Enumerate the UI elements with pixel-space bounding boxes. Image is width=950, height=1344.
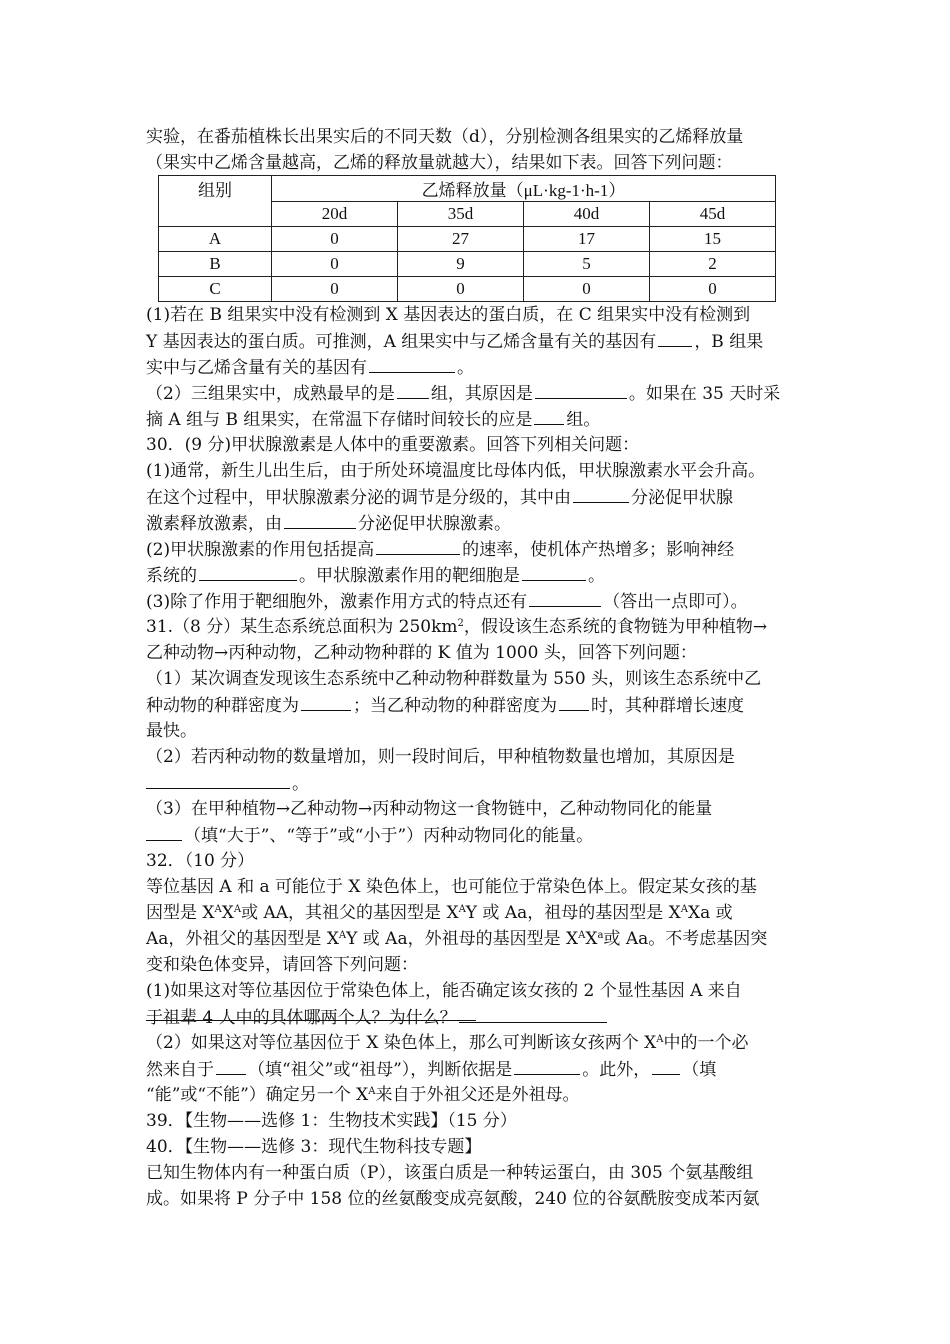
q31-p2-line-2: 。 bbox=[146, 770, 309, 796]
table-header-day: 45d bbox=[650, 202, 776, 227]
table-cell: 0 bbox=[524, 277, 650, 302]
q31-p3-line-1: （3）在甲种植物→乙种动物→丙种动物这一食物链中，乙种动物同化的能量 bbox=[146, 799, 713, 819]
answer-blank[interactable] bbox=[146, 770, 290, 789]
q40-title: 40．【生物——选修 3：现代生物科技专题】 bbox=[146, 1137, 482, 1157]
q32-p2-line-3: “能”或“不能”）确定另一个 $X^A$来自于外祖父还是外祖母。 bbox=[146, 1085, 580, 1105]
q32-p1-line-1: (1)如果这对等位基因位于常染色体上，能否确定该女孩的 2 个显性基因 A 来自 bbox=[146, 981, 742, 1001]
table-cell-group: C bbox=[159, 277, 272, 302]
q30-p2-line-2: 系统的 。甲状腺激素作用的靶细胞是 。 bbox=[146, 562, 605, 588]
q32-p2-line-2: 然来自于 （填“祖父”或“祖母”），判断依据是 。此外， （填 bbox=[146, 1056, 716, 1082]
q29-p1-line-1: (1)若在 B 组果实中没有检测到 X 基因表达的蛋白质，在 C 组果实中没有检测到 bbox=[146, 305, 751, 325]
q31-p1-line-3: 最快。 bbox=[146, 721, 197, 741]
q30-title: 30．(9 分)甲状腺激素是人体中的重要激素。回答下列相关问题： bbox=[146, 435, 640, 455]
answer-blank[interactable] bbox=[573, 484, 629, 503]
q32-line-3: Aa，外祖父的基因型是 $X^AY$ 或 Aa，外祖母的基因型是 $X^AX^a$或 Aa。不考虑基因突 bbox=[146, 929, 768, 949]
answer-blank[interactable] bbox=[459, 1004, 607, 1023]
q32-line-2: 因型是 $X^AX^A$或 AA，其祖父的基因型是 $X^AY$ 或 Aa，祖母的基因型是 $X^AXa$ 或 bbox=[146, 903, 733, 923]
table-header-value: 乙烯释放量（μL·kg-1·h-1） bbox=[272, 176, 776, 202]
answer-blank[interactable] bbox=[216, 1056, 246, 1075]
ethylene-table bbox=[158, 175, 776, 302]
answer-blank[interactable] bbox=[529, 588, 601, 607]
table-cell: 27 bbox=[398, 227, 524, 252]
q31-p1-line-2: 种动物的种群密度为 ；当乙种动物的种群密度为 时，其种群增长速度 bbox=[146, 692, 744, 718]
q30-p1-line-2: 在这个过程中，甲状腺激素分泌的调节是分级的，其中由 分泌促甲状腺 bbox=[146, 484, 733, 510]
answer-blank[interactable] bbox=[522, 562, 586, 581]
q30-p3: (3)除了作用于靶细胞外，激素作用方式的特点还有 （答出一点即可）。 bbox=[146, 588, 748, 614]
table-cell: 2 bbox=[650, 252, 776, 277]
table-row bbox=[159, 252, 776, 277]
answer-blank[interactable] bbox=[559, 692, 589, 711]
answer-blank[interactable] bbox=[199, 562, 297, 581]
table-cell: 0 bbox=[398, 277, 524, 302]
q31-title: 31.（8 分）某生态系统总面积为 $250km^2$，假设该生态系统的食物链为甲种植物→ bbox=[146, 617, 768, 637]
table-cell: 0 bbox=[272, 227, 398, 252]
table-cell-group: B bbox=[159, 252, 272, 277]
answer-line[interactable] bbox=[146, 1020, 476, 1021]
answer-blank[interactable] bbox=[376, 536, 460, 555]
answer-blank[interactable] bbox=[658, 328, 692, 347]
q29-p2-line-1: （2）三组果实中，成熟最早的是 组，其原因是 。如果在 35 天时采 bbox=[146, 380, 780, 406]
intro-line-1: 实验，在番茄植株长出果实后的不同天数（d），分别检测各组果实的乙烯释放量 bbox=[146, 127, 744, 147]
answer-blank[interactable] bbox=[369, 354, 455, 373]
table-row bbox=[159, 227, 776, 252]
answer-blank[interactable] bbox=[652, 1056, 680, 1075]
q31-p3-line-2: （填“大于”、“等于”或“小于”）丙种动物同化的能量。 bbox=[146, 822, 593, 848]
answer-blank[interactable] bbox=[397, 380, 429, 399]
answer-blank[interactable] bbox=[535, 380, 627, 399]
table-cell: 9 bbox=[398, 252, 524, 277]
answer-blank[interactable] bbox=[534, 406, 564, 425]
q32-p1-line-2: 于祖辈 4 人中的具体哪两个人？为什么？ bbox=[146, 1004, 609, 1030]
q31-title-line-2: 乙种动物→丙种动物，乙种动物种群的 K 值为 1000 头，回答下列问题： bbox=[146, 643, 697, 663]
q31-p2-line-1: （2）若丙种动物的数量增加，则一段时间后，甲种植物数量也增加，其原因是 bbox=[146, 747, 735, 767]
q30-p2-line-1: (2)甲状腺激素的作用包括提高 的速率，使机体产热增多；影响神经 bbox=[146, 536, 734, 562]
intro-line-2: （果实中乙烯含量越高，乙烯的释放量就越大），结果如下表。回答下列问题： bbox=[146, 153, 733, 173]
table-header-group: 组别 bbox=[159, 176, 272, 227]
q31-p1-line-1: （1）某次调查发现该生态系统中乙种动物种群数量为 550 头，则该生态系统中乙 bbox=[146, 669, 762, 689]
q32-line-1: 等位基因 A 和 a 可能位于 X 染色体上，也可能位于常染色体上。假定某女孩的基 bbox=[146, 877, 757, 897]
answer-blank[interactable] bbox=[284, 510, 356, 529]
answer-blank[interactable] bbox=[301, 692, 351, 711]
q32-title: 32．（10 分） bbox=[146, 851, 255, 871]
q29-p2-line-2: 摘 A 组与 B 组果实，在常温下存储时间较长的应是 组。 bbox=[146, 406, 600, 432]
q30-p1-line-3: 激素释放激素，由 分泌促甲状腺激素。 bbox=[146, 510, 511, 536]
q29-p1-line-3: 实中与乙烯含量有关的基因有 。 bbox=[146, 354, 474, 380]
table-cell: 0 bbox=[272, 252, 398, 277]
answer-blank[interactable] bbox=[146, 822, 182, 841]
table-header-day: 40d bbox=[524, 202, 650, 227]
table-header-day: 20d bbox=[272, 202, 398, 227]
table-cell: 0 bbox=[650, 277, 776, 302]
q40-line-2: 成。如果将 P 分子中 158 位的丝氨酸变成亮氨酸，240 位的谷氨酰胺变成苯丙氨 bbox=[146, 1189, 760, 1209]
q32-line-4: 变和染色体变异，请回答下列问题： bbox=[146, 955, 418, 975]
table-cell: 15 bbox=[650, 227, 776, 252]
q39-title: 39．【生物——选修 1：生物技术实践】（15 分） bbox=[146, 1111, 517, 1131]
q29-p1-line-2: Y 基因表达的蛋白质。可推测，A 组果实中与乙烯含量有关的基因有 ，B 组果 bbox=[146, 328, 763, 354]
table-cell-group: A bbox=[159, 227, 272, 252]
q32-p2-line-1: （2）如果这对等位基因位于 X 染色体上，那么可判断该女孩两个 $X^A$中的一个必 bbox=[146, 1033, 749, 1053]
q40-line-1: 已知生物体内有一种蛋白质（P），该蛋白质是一种转运蛋白，由 305 个氨基酸组 bbox=[146, 1163, 754, 1183]
table-row bbox=[159, 277, 776, 302]
table-cell: 5 bbox=[524, 252, 650, 277]
table-header-day: 35d bbox=[398, 202, 524, 227]
table-cell: 0 bbox=[272, 277, 398, 302]
table-cell: 17 bbox=[524, 227, 650, 252]
answer-blank[interactable] bbox=[514, 1056, 580, 1075]
q30-p1-line-1: (1)通常，新生儿出生后，由于所处环境温度比母体内低，甲状腺激素水平会升高。 bbox=[146, 461, 766, 481]
